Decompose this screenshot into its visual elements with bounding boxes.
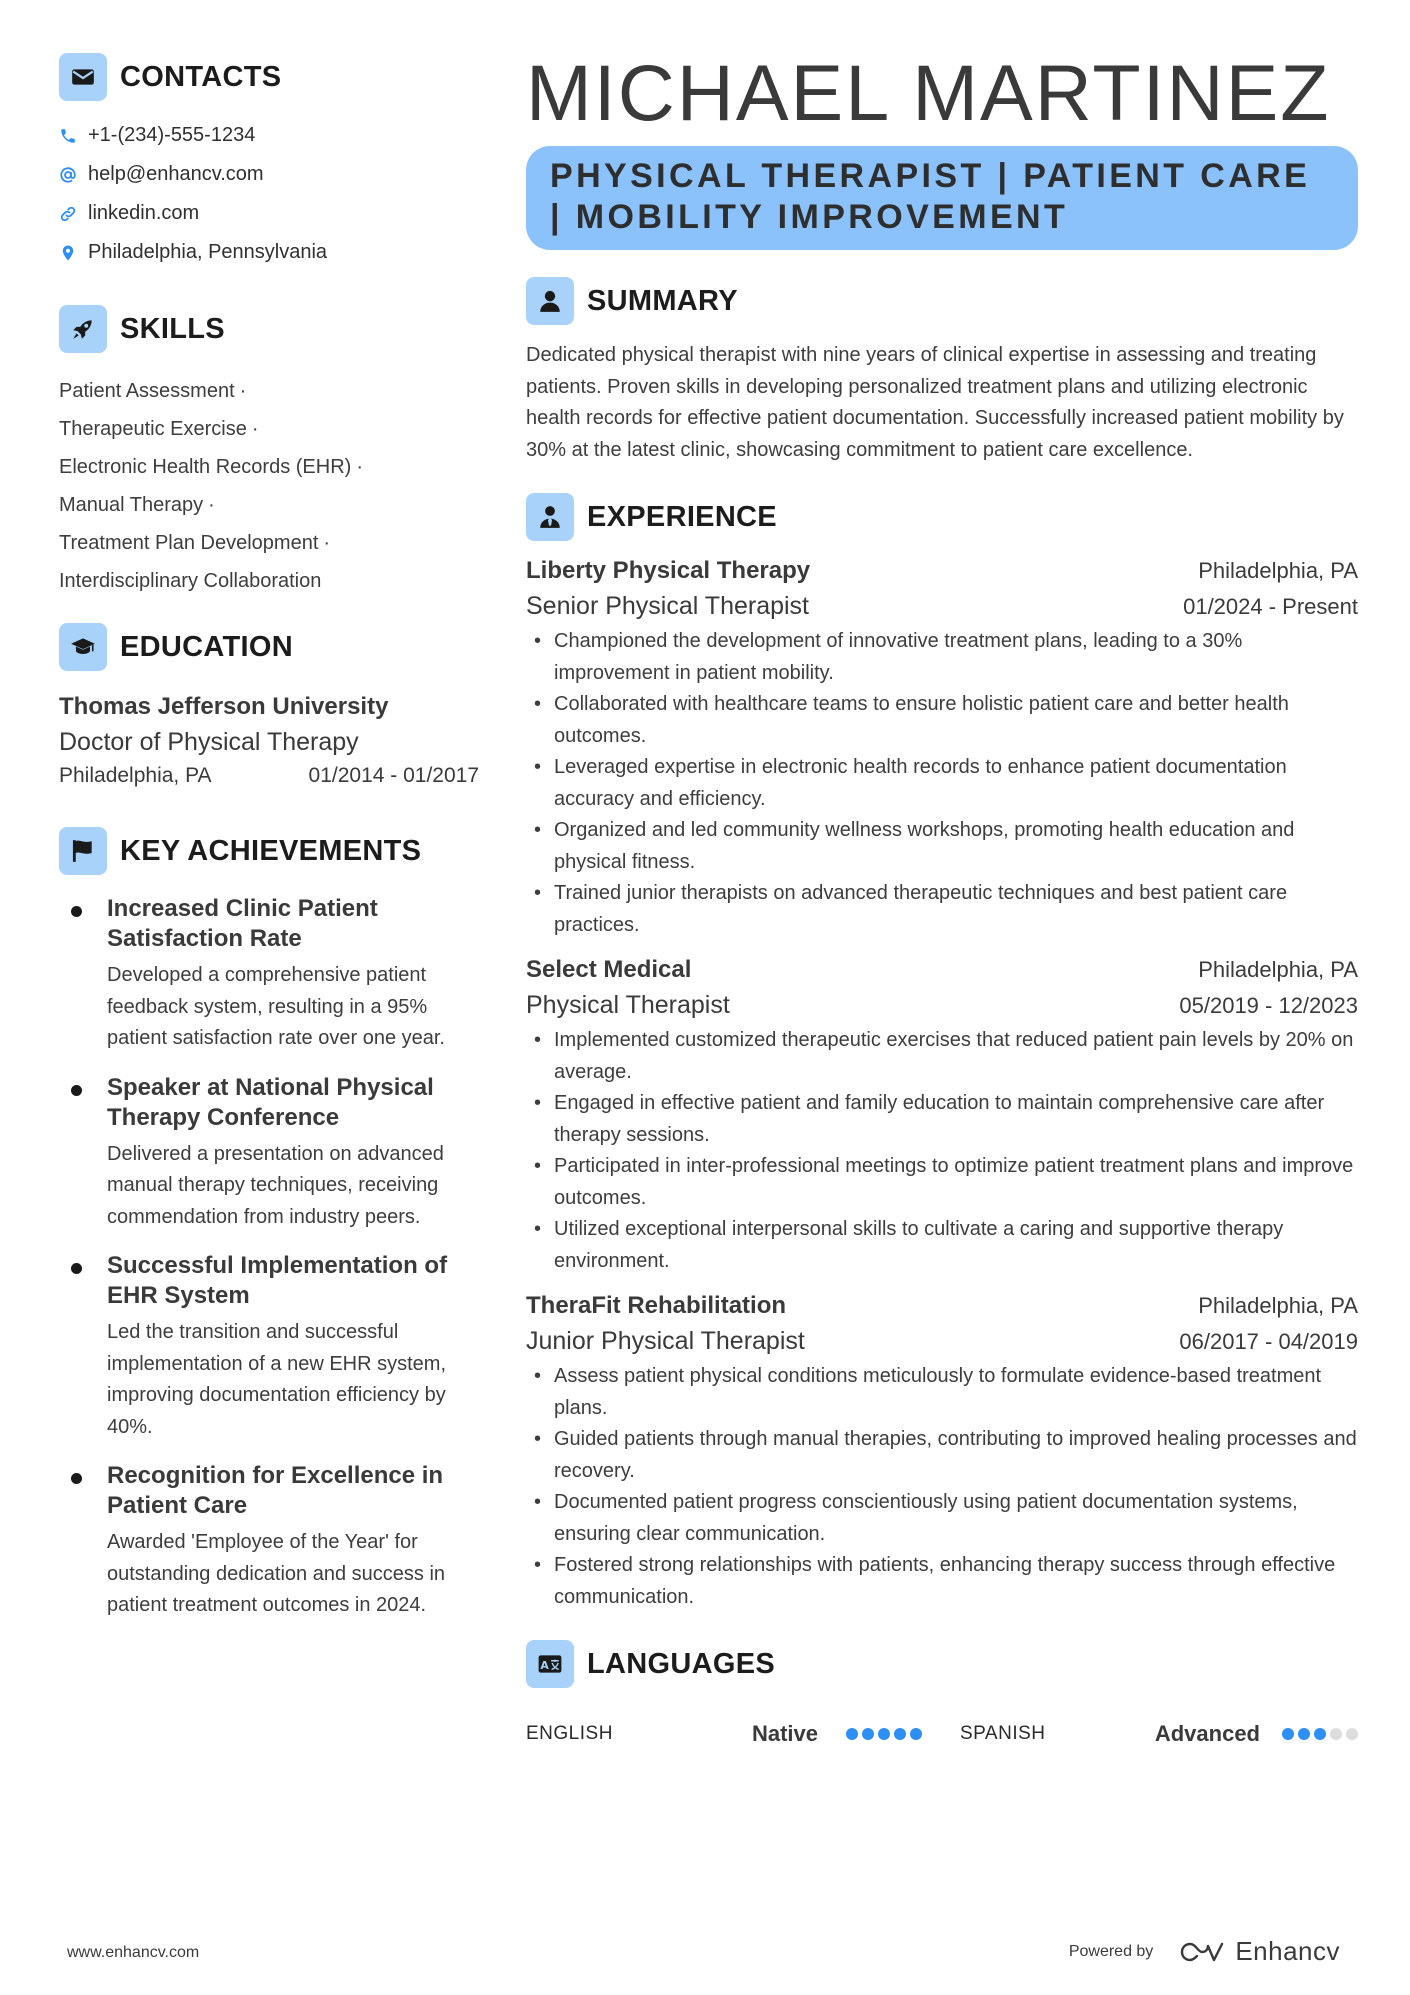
job-bullet: • Assess patient physical conditions meticulously to formulate evidence-based treatment plans. (526, 1361, 1358, 1424)
job-subheader (526, 1323, 1358, 1359)
skill-item (59, 410, 479, 448)
job-bullet: • Implemented customized therapeutic exercises that reduced patient pain levels by 20% on average. (526, 1025, 1358, 1088)
language-name: SPANISH (960, 1723, 1046, 1744)
candidate-tagline: PHYSICAL THERAPIST | PATIENT CARE | MOBILITY IMPROVEMENT (526, 146, 1358, 250)
language-level-group (752, 1721, 922, 1747)
achievements-header (59, 826, 479, 876)
languages-header (526, 1639, 1358, 1689)
summary-title: SUMMARY (587, 284, 738, 317)
achievement-item (59, 1073, 479, 1234)
job-bullet: • Leveraged expertise in electronic health records to enhance patient documentation accuracy and efficiency. (526, 752, 1358, 815)
skill-label: Interdisciplinary Collaboration (59, 570, 322, 592)
skills-section (59, 304, 479, 600)
achievement-item (59, 894, 479, 1055)
skill-item (59, 448, 479, 486)
job-header (526, 953, 1358, 987)
candidate-name: MICHAEL MARTINEZ (526, 48, 1331, 137)
skill-separator: · (239, 380, 247, 402)
education-meta (59, 760, 479, 792)
job-header (526, 554, 1358, 588)
rating-dot-filled (894, 1728, 906, 1740)
rating-dot-filled (846, 1728, 858, 1740)
job-entry (526, 953, 1358, 1277)
job-title: Physical Therapist (526, 991, 730, 1019)
footer-website[interactable]: www.enhancv.com (67, 1944, 200, 1961)
skill-label: Treatment Plan Development (59, 532, 319, 554)
phone-icon (59, 127, 77, 145)
job-bullet: • Guided patients through manual therapies, contributing to improved healing processes and recovery. (526, 1424, 1358, 1487)
translate-icon (526, 1640, 574, 1688)
job-entry (526, 1289, 1358, 1613)
contact-location-text: Philadelphia, Pennsylvania (88, 241, 328, 263)
skill-label: Patient Assessment (59, 380, 235, 402)
rating-dot-filled (862, 1728, 874, 1740)
summary-section (526, 276, 1358, 466)
link-icon (59, 205, 77, 223)
education-section (59, 622, 479, 792)
graduation-cap-icon (59, 623, 107, 671)
job-company: Select Medical (526, 956, 692, 983)
skill-item (59, 562, 479, 600)
skill-separator: · (251, 418, 259, 440)
bullet-icon (71, 1473, 82, 1484)
flag-icon (59, 827, 107, 875)
job-bullets (526, 626, 1358, 941)
bullet-icon (71, 906, 82, 917)
language-rating (1282, 1728, 1358, 1740)
achievement-title: Successful Implementation of EHR System (107, 1252, 448, 1309)
achievement-title: Speaker at National Physical Therapy Conference (107, 1073, 434, 1131)
education-dates: 01/2014 - 01/2017 (308, 764, 479, 787)
contact-linkedin[interactable] (59, 194, 479, 233)
job-title: Junior Physical Therapist (526, 1327, 805, 1355)
at-icon (59, 166, 77, 184)
rocket-icon (59, 305, 107, 353)
enhancv-logo-icon (1179, 1940, 1225, 1964)
language-name: ENGLISH (526, 1723, 613, 1744)
skill-item (59, 524, 479, 562)
job-header (526, 1289, 1358, 1323)
language-level: Native (751, 1721, 818, 1746)
skill-item (59, 486, 479, 524)
job-dates: 01/2024 - Present (1183, 594, 1358, 619)
contact-email[interactable] (59, 155, 479, 194)
job-bullets (526, 1361, 1358, 1613)
right-column (526, 48, 1358, 1749)
skill-separator: · (323, 532, 331, 554)
achievement-title: Increased Clinic Patient Satisfaction Rate (107, 895, 378, 952)
job-bullet: • Participated in inter-professional meetings to optimize patient treatment plans and improve outcomes. (526, 1151, 1358, 1214)
language-level-group (1155, 1721, 1358, 1747)
job-location: Philadelphia, PA (1198, 957, 1358, 982)
skills-header (59, 304, 479, 354)
user-tie-icon (526, 493, 574, 541)
brand-name: Enhancv (1235, 1936, 1340, 1966)
skill-separator: · (356, 456, 363, 478)
rating-dot-filled (910, 1728, 922, 1740)
rating-dot-empty (1330, 1728, 1342, 1740)
job-subheader (526, 588, 1358, 624)
contact-phone-text: +1-(234)-555-1234 (88, 124, 256, 146)
language-item (960, 1721, 1358, 1747)
skill-label: Manual Therapy (59, 494, 204, 516)
education-location: Philadelphia, PA (59, 764, 212, 787)
left-column (59, 52, 479, 1640)
user-icon (526, 277, 574, 325)
education-header (59, 622, 479, 672)
languages-title: LANGUAGES (587, 1647, 775, 1680)
achievement-item (59, 1461, 479, 1622)
achievement-desc: Led the transition and successful implementation of a new EHR system, improving documentation efficiency by 40%. (107, 1321, 447, 1438)
envelope-icon (59, 53, 107, 101)
contact-linkedin-text: linkedin.com (88, 202, 200, 224)
experience-header (526, 492, 1358, 542)
job-bullet: • Trained junior therapists on advanced therapeutic techniques and best patient care practices. (526, 878, 1358, 941)
education-entry (59, 690, 479, 792)
job-title: Senior Physical Therapist (526, 592, 810, 620)
bullet-icon (71, 1263, 82, 1274)
language-item (526, 1721, 922, 1747)
contacts-header (59, 52, 479, 102)
rating-dot-empty (1346, 1728, 1358, 1740)
skills-title: SKILLS (120, 312, 225, 345)
contact-list (59, 116, 479, 272)
contacts-section (59, 52, 479, 272)
skill-label: Therapeutic Exercise (59, 418, 247, 440)
achievement-title: Recognition for Excellence in Patient Care (107, 1462, 444, 1519)
job-bullet: • Fostered strong relationships with patients, enhancing therapy success through effective communication. (526, 1550, 1358, 1613)
achievements-title: KEY ACHIEVEMENTS (120, 834, 422, 867)
language-level: Advanced (1154, 1721, 1260, 1746)
education-school: Thomas Jefferson University (59, 693, 389, 720)
skill-label: Electronic Health Records (EHR) (59, 456, 352, 478)
job-company: Liberty Physical Therapy (526, 557, 811, 584)
skill-item (59, 372, 479, 410)
languages-row (526, 1719, 1358, 1749)
job-bullet: • Engaged in effective patient and family education to maintain comprehensive care after therapy sessions. (526, 1088, 1358, 1151)
job-dates: 05/2019 - 12/2023 (1179, 993, 1358, 1018)
job-bullet: • Utilized exceptional interpersonal skills to cultivate a caring and supportive therapy environment. (526, 1214, 1358, 1277)
job-bullet: • Documented patient progress conscientiously using patient documentation systems, ensuring clear communication. (526, 1487, 1358, 1550)
education-title: EDUCATION (120, 630, 293, 663)
job-location: Philadelphia, PA (1198, 558, 1358, 583)
rating-dot-filled (878, 1728, 890, 1740)
experience-section (526, 492, 1358, 1613)
bullet-icon (71, 1085, 82, 1096)
job-entry (526, 554, 1358, 941)
experience-title: EXPERIENCE (587, 500, 777, 533)
powered-by-label: Powered by (1068, 1942, 1154, 1960)
achievement-desc: Developed a comprehensive patient feedback system, resulting in a 95% patient satisfaction rate over one year. (107, 964, 445, 1049)
rating-dot-filled (1282, 1728, 1294, 1740)
job-bullet: • Championed the development of innovative treatment plans, leading to a 30% improvement in patient mobility. (526, 626, 1358, 689)
language-rating (846, 1728, 922, 1740)
svg-text:A: A (540, 1658, 549, 1672)
achievements-list (59, 894, 479, 1622)
achievement-desc: Awarded 'Employee of the Year' for outstanding dedication and success in patient treatment outcomes in 2024. (107, 1531, 446, 1616)
job-company: TheraFit Rehabilitation (526, 1292, 787, 1319)
achievements-section (59, 826, 479, 1622)
summary-text: Dedicated physical therapist with nine years of clinical expertise in assessing and treating patients. Proven skills in developing personalized treatment plans and utilizing electronic health records for effective patient documentation. Successfully increased patient mobility by 30% at the latest clinic, showcasing commitment to patient care excellence. (526, 344, 1344, 461)
contact-phone[interactable] (59, 116, 479, 155)
skill-separator: · (208, 494, 215, 516)
rating-dot-filled (1298, 1728, 1310, 1740)
job-dates: 06/2017 - 04/2019 (1179, 1329, 1358, 1354)
skills-list (59, 372, 479, 600)
job-bullets (526, 1025, 1358, 1277)
map-pin-icon (59, 244, 77, 262)
contacts-title: CONTACTS (120, 60, 282, 93)
education-degree: Doctor of Physical Therapy (59, 728, 359, 756)
job-location: Philadelphia, PA (1198, 1293, 1358, 1318)
languages-section (526, 1639, 1358, 1749)
achievement-desc: Delivered a presentation on advanced manual therapy techniques, receiving commendation from industry peers. (107, 1142, 444, 1228)
summary-header (526, 276, 1358, 326)
job-bullet: • Organized and led community wellness workshops, promoting health education and physical fitness. (526, 815, 1358, 878)
job-bullet: • Collaborated with healthcare teams to ensure holistic patient care and better health outcomes. (526, 689, 1358, 752)
achievement-item (59, 1251, 479, 1443)
contact-location (59, 233, 479, 272)
footer-branding[interactable] (1069, 1936, 1340, 1967)
job-subheader (526, 987, 1358, 1023)
rating-dot-filled (1314, 1728, 1326, 1740)
contact-email-text: help@enhancv.com (88, 163, 264, 185)
